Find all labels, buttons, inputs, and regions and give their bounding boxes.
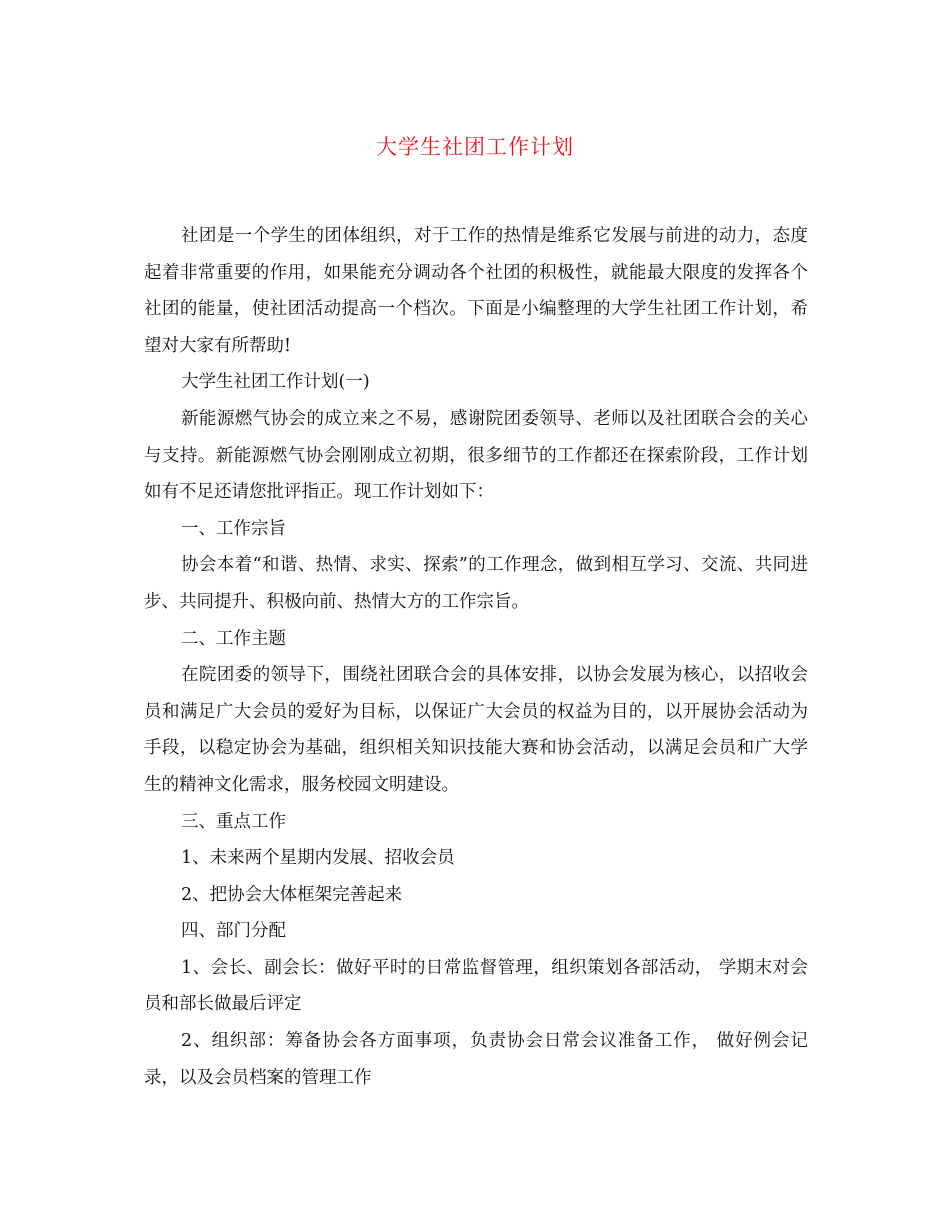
document-body xyxy=(144,218,808,1096)
section-heading-theme: 二、工作主题 xyxy=(181,628,286,649)
section-heading-departments: 四、部门分配 xyxy=(181,921,286,942)
list-item-key-work-1: 1、未来两个星期内发展、招收会员 xyxy=(181,848,455,869)
section-heading-key-work: 三、重点工作 xyxy=(181,811,286,832)
paragraph-plan-heading: 大学生社团工作计划(一) xyxy=(181,372,370,393)
list-item-key-work-2: 2、把协会大体框架完善起来 xyxy=(181,884,403,905)
list-item-department-2: 2、组织部：筹备协会各方面事项，负责协会日常会议准备工作， 做好例会记录，以及会员档案的管理工作 xyxy=(144,1031,808,1088)
list-item-department-1: 1、会长、副会长：做好平时的日常监督管理，组织策划各部活动， 学期末对会员和部长做最后评定 xyxy=(144,957,808,1015)
document-title: 大学生社团工作计划 xyxy=(376,135,574,159)
paragraph-background: 新能源燃气协会的成立来之不易，感谢院团委领导、老师以及社团联合会的关心与支持。新能源燃气协会刚刚成立初期，很多细节的工作都还在探索阶段，工作计划如有不足还请您批评指正。现工作计划如下： xyxy=(144,408,808,503)
section-heading-purpose: 一、工作宗旨 xyxy=(181,518,286,539)
paragraph-purpose: 协会本着“和谐、热情、求实、探索”的工作理念，做到相互学习、交流、共同进步、共同提升、积极向前、热情大方的工作宗旨。 xyxy=(144,555,808,612)
paragraph-intro: 社团是一个学生的团体组织，对于工作的热情是维系它发展与前进的动力，态度起着非常重要的作用，如果能充分调动各个社团的积极性，就能最大限度的发挥各个社团的能量，使社团活动提高一个档次。下面是小编整理的大学生社团工作计划，希望对大家有所帮助! xyxy=(144,226,808,356)
paragraph-theme: 在院团委的领导下，围绕社团联合会的具体安排，以协会发展为核心，以招收会员和满足广大会员的爱好为目标，以保证广大会员的权益为目的，以开展协会活动为手段，以稳定协会为基础，组织相关知识技能大赛和协会活动，以满足会员和广大学生的精神文化需求，服务校园文明建设。 xyxy=(144,665,808,795)
